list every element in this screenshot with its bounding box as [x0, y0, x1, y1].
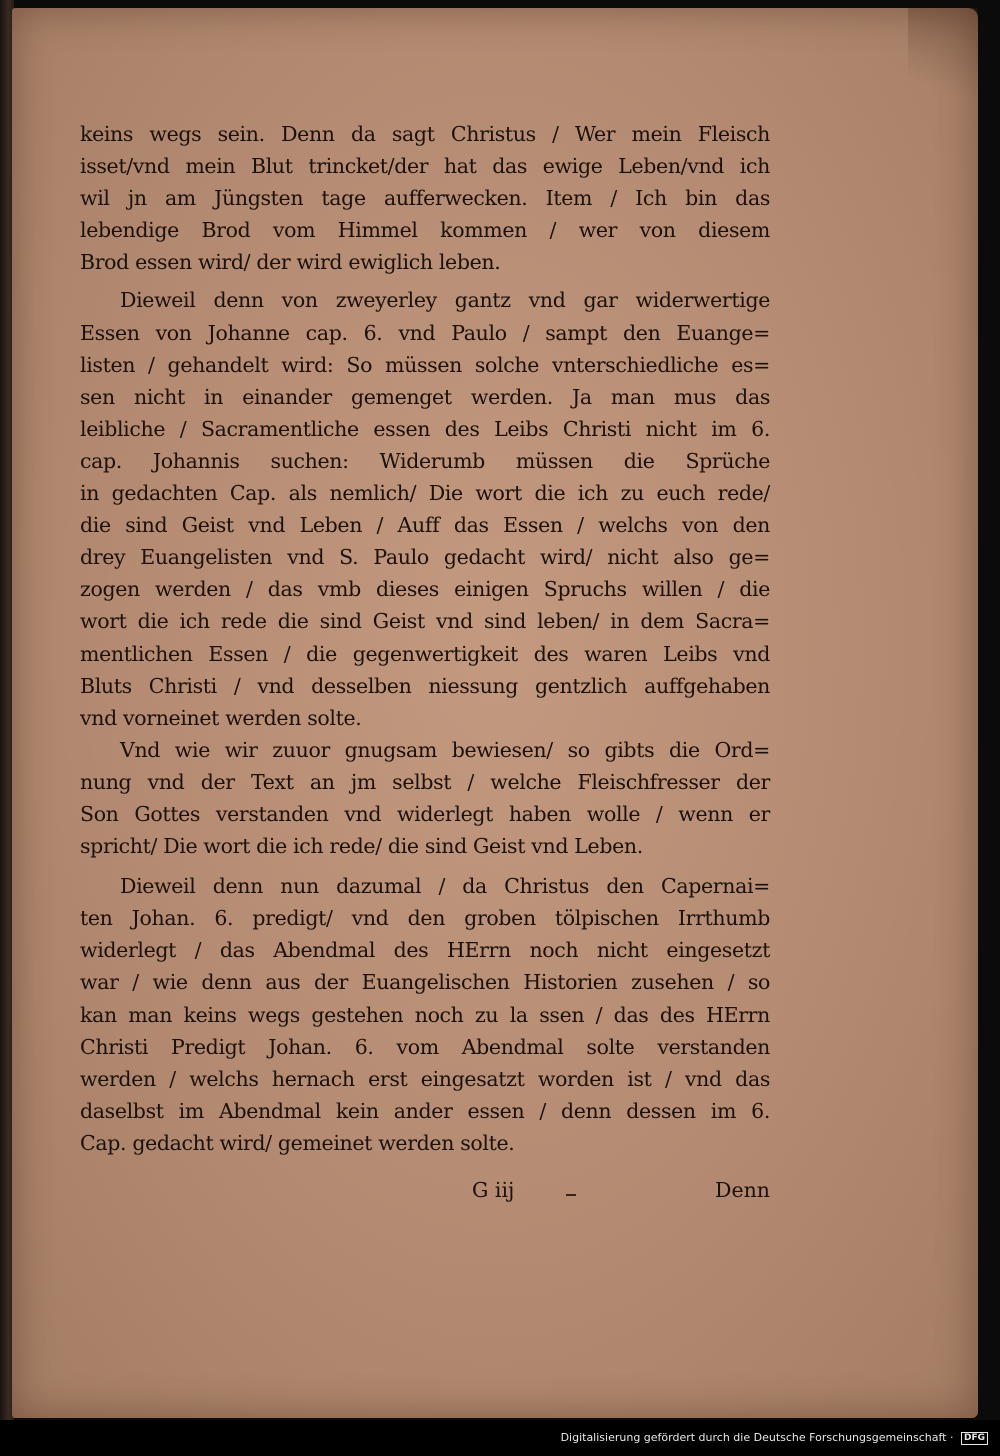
- text-line: listen / gehandelt wird: So müssen solche vnterschiedliche es=: [80, 352, 770, 377]
- text-line: die sind Geist vnd Leben / Auff das Essen / welchs von den: [80, 513, 770, 538]
- text-line: in gedachten Cap. als nemlich/ Die wort die ich zu euch rede/: [80, 481, 770, 506]
- dfg-logo-icon: DFG: [961, 1432, 988, 1445]
- text-line: wil jn am Jüngsten tage aufferwecken. Item / Ich bin das: [80, 186, 770, 211]
- page-corner-fold: [908, 8, 978, 118]
- paragraph-1: [80, 118, 770, 278]
- text-line: leibliche / Sacramentliche essen des Leibs Christi nicht im 6.: [80, 416, 770, 441]
- page-footer: [80, 1178, 770, 1214]
- text-line: mentlichen Essen / die gegenwertigkeit des waren Leibs vnd: [80, 641, 770, 666]
- text-line: nung vnd der Text an jm selbst / welche Fleischfresser der: [80, 769, 770, 794]
- text-line: cap. Johannis suchen: Widerumb müssen die Sprüche: [80, 448, 770, 473]
- funding-note: Digitalisierung gefördert durch die Deutsche Forschungsgemeinschaft ·: [560, 1431, 954, 1444]
- text-line: Cap. gedacht wird/ gemeinet werden solte.: [80, 1130, 515, 1155]
- paragraph-4: [80, 870, 770, 1159]
- text-line: widerlegt / das Abendmal des HErrn noch nicht eingesetzt: [80, 938, 770, 963]
- text-line: Dieweil denn von zweyerley gantz vnd gar widerwertige: [120, 288, 770, 313]
- text-line: keins wegs sein. Denn da sagt Christus / Wer mein Fleisch: [80, 122, 770, 146]
- text-line: Vnd wie wir zuuor gnugsam bewiesen/ so gibts die Ord=: [120, 737, 770, 762]
- digitization-banner: [0, 1420, 1000, 1456]
- text-line: Bluts Christi / vnd desselben niessung gentzlich auffgehaben: [80, 673, 770, 698]
- text-line: werden / welchs hernach erst eingesatzt worden ist / vnd das: [80, 1066, 770, 1091]
- paragraph-3: [80, 734, 770, 862]
- text-line: Essen von Johanne cap. 6. vnd Paulo / sampt den Euange=: [80, 320, 770, 345]
- text-line: Dieweil denn nun dazumal / da Christus den Capernai=: [120, 874, 770, 899]
- text-line: war / wie denn aus der Euangelischen Historien zusehen / so: [80, 970, 770, 995]
- text-line: daselbst im Abendmal kein ander essen / denn dessen im 6.: [80, 1098, 770, 1123]
- text-line: vnd vorneinet werden solte.: [80, 705, 362, 730]
- text-line: drey Euangelisten vnd S. Paulo gedacht wird/ nicht also ge=: [80, 545, 770, 570]
- text-line: wort die ich rede die sind Geist vnd sind leben/ in dem Sacra=: [80, 609, 770, 634]
- page-text: [80, 118, 770, 1159]
- text-line: ten Johan. 6. predigt/ vnd den groben tölpischen Irrthumb: [80, 906, 770, 931]
- banner-text-wrap: [561, 1431, 988, 1445]
- text-line: kan man keins wegs gestehen noch zu la ssen / das des HErrn: [80, 1002, 770, 1027]
- text-line: lebendige Brod vom Himmel kommen / wer von diesem: [80, 218, 770, 243]
- text-line: Brod essen wird/ der wird ewiglich leben.: [80, 250, 501, 275]
- catchword: Denn: [715, 1178, 770, 1202]
- text-line: zogen werden / das vmb dieses einigen Spruchs willen / die: [80, 577, 770, 602]
- text-line: sen nicht in einander gemenget werden. Ja man mus das: [80, 384, 770, 409]
- signature-mark: G iij: [472, 1178, 515, 1202]
- text-line: isset/vnd mein Blut trincket/der hat das ewige Leben/vnd ich: [80, 154, 770, 179]
- paragraph-2: [80, 284, 770, 733]
- footer-dash: [566, 1194, 576, 1196]
- text-line: Son Gottes verstanden vnd widerlegt haben wolle / wenn er: [80, 801, 770, 826]
- text-line: Christi Predigt Johan. 6. vom Abendmal solte verstanden: [80, 1034, 770, 1059]
- text-line: spricht/ Die wort die ich rede/ die sind Geist vnd Leben.: [80, 834, 643, 859]
